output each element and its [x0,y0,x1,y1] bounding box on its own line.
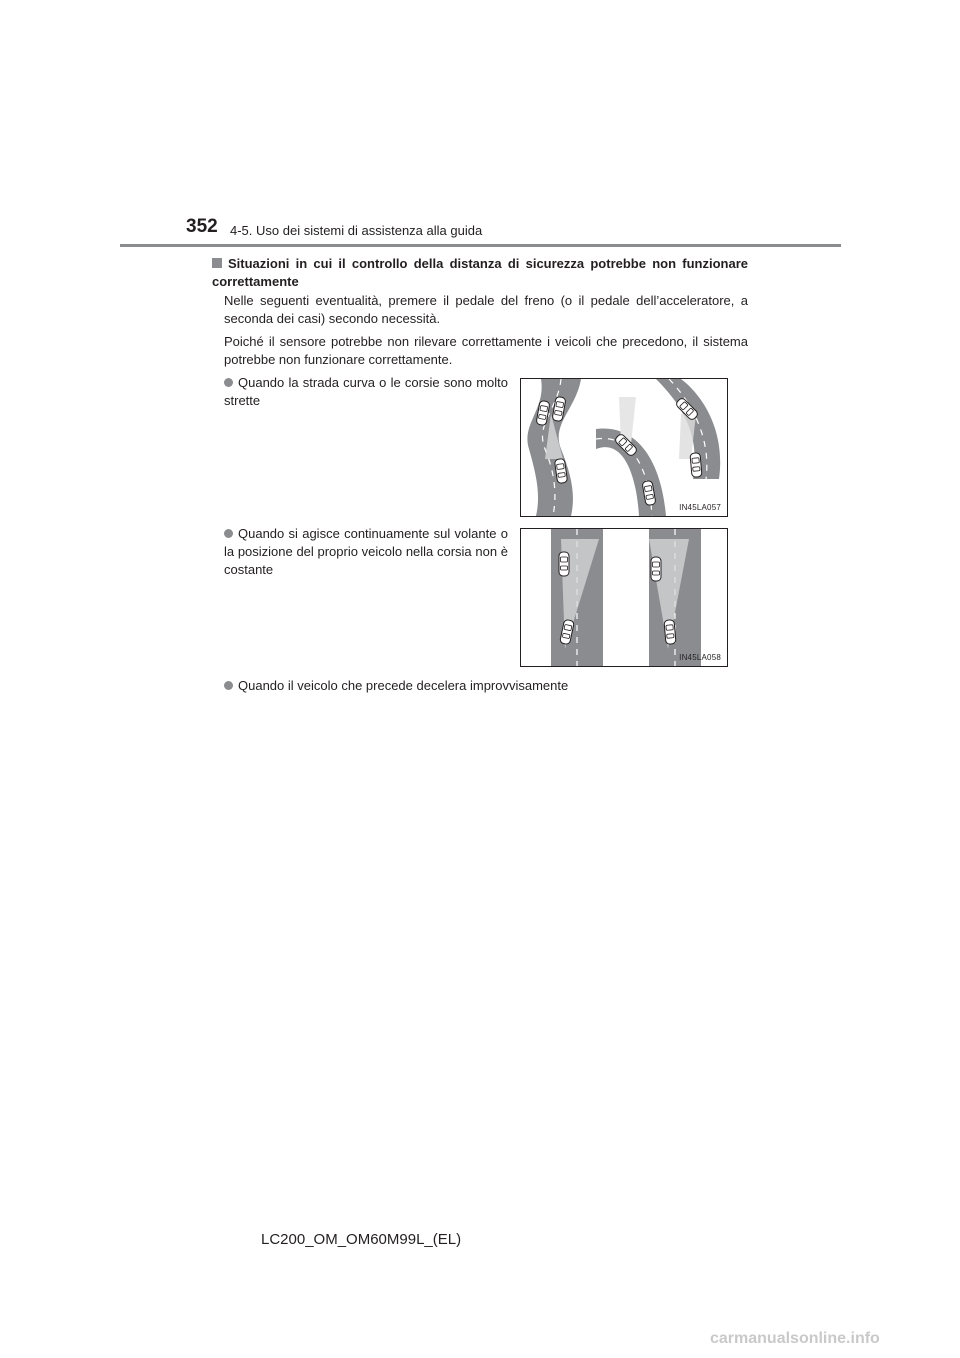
round-bullet-icon [224,681,233,690]
list-item-text: Quando il veicolo che precede decelera improvvisamente [238,678,569,693]
figure-curved-road [520,378,728,517]
list-item-steering [224,525,508,579]
watermark: carmanualsonline.info [710,1330,880,1347]
heading-text: Situazioni in cui il controllo della distanza di sicurezza potrebbe non funzionare correttamente [212,256,748,289]
list-item-text: Quando si agisce continuamente sul volante o la posizione del proprio veicolo nella corsia non è costante [224,526,508,577]
square-bullet-icon [212,258,222,268]
paragraph-sensor-limit: Poiché il sensore potrebbe non rilevare correttamente i veicoli che precedono, il sistema potrebbe non funzionare correttamente. [224,334,748,367]
list-item-curves [224,374,508,410]
document-code: LC200_OM_OM60M99L_(EL) [261,1231,462,1248]
round-bullet-icon [224,529,233,538]
curved-road-illustration [521,379,727,516]
list-item-deceleration [224,677,744,695]
paragraph-brake-advice: Nelle seguenti eventualità, premere il pedale del freno (o il pedale dell’acceleratore, a seconda dei casi) secondo necessità. [224,293,748,326]
figure-straight-road [520,528,728,667]
subsection-heading [212,255,748,291]
list-item-text: Quando la strada curva o le corsie sono molto strette [224,375,508,408]
header-divider [120,244,841,247]
section-title: 4-5. Uso dei sistemi di assistenza alla guida [230,223,483,238]
round-bullet-icon [224,378,233,387]
straight-road-illustration [521,529,727,666]
page-number: 352 [186,216,218,237]
figure-code: IN45LA057 [679,503,721,512]
figure-code: IN45LA058 [679,653,721,662]
